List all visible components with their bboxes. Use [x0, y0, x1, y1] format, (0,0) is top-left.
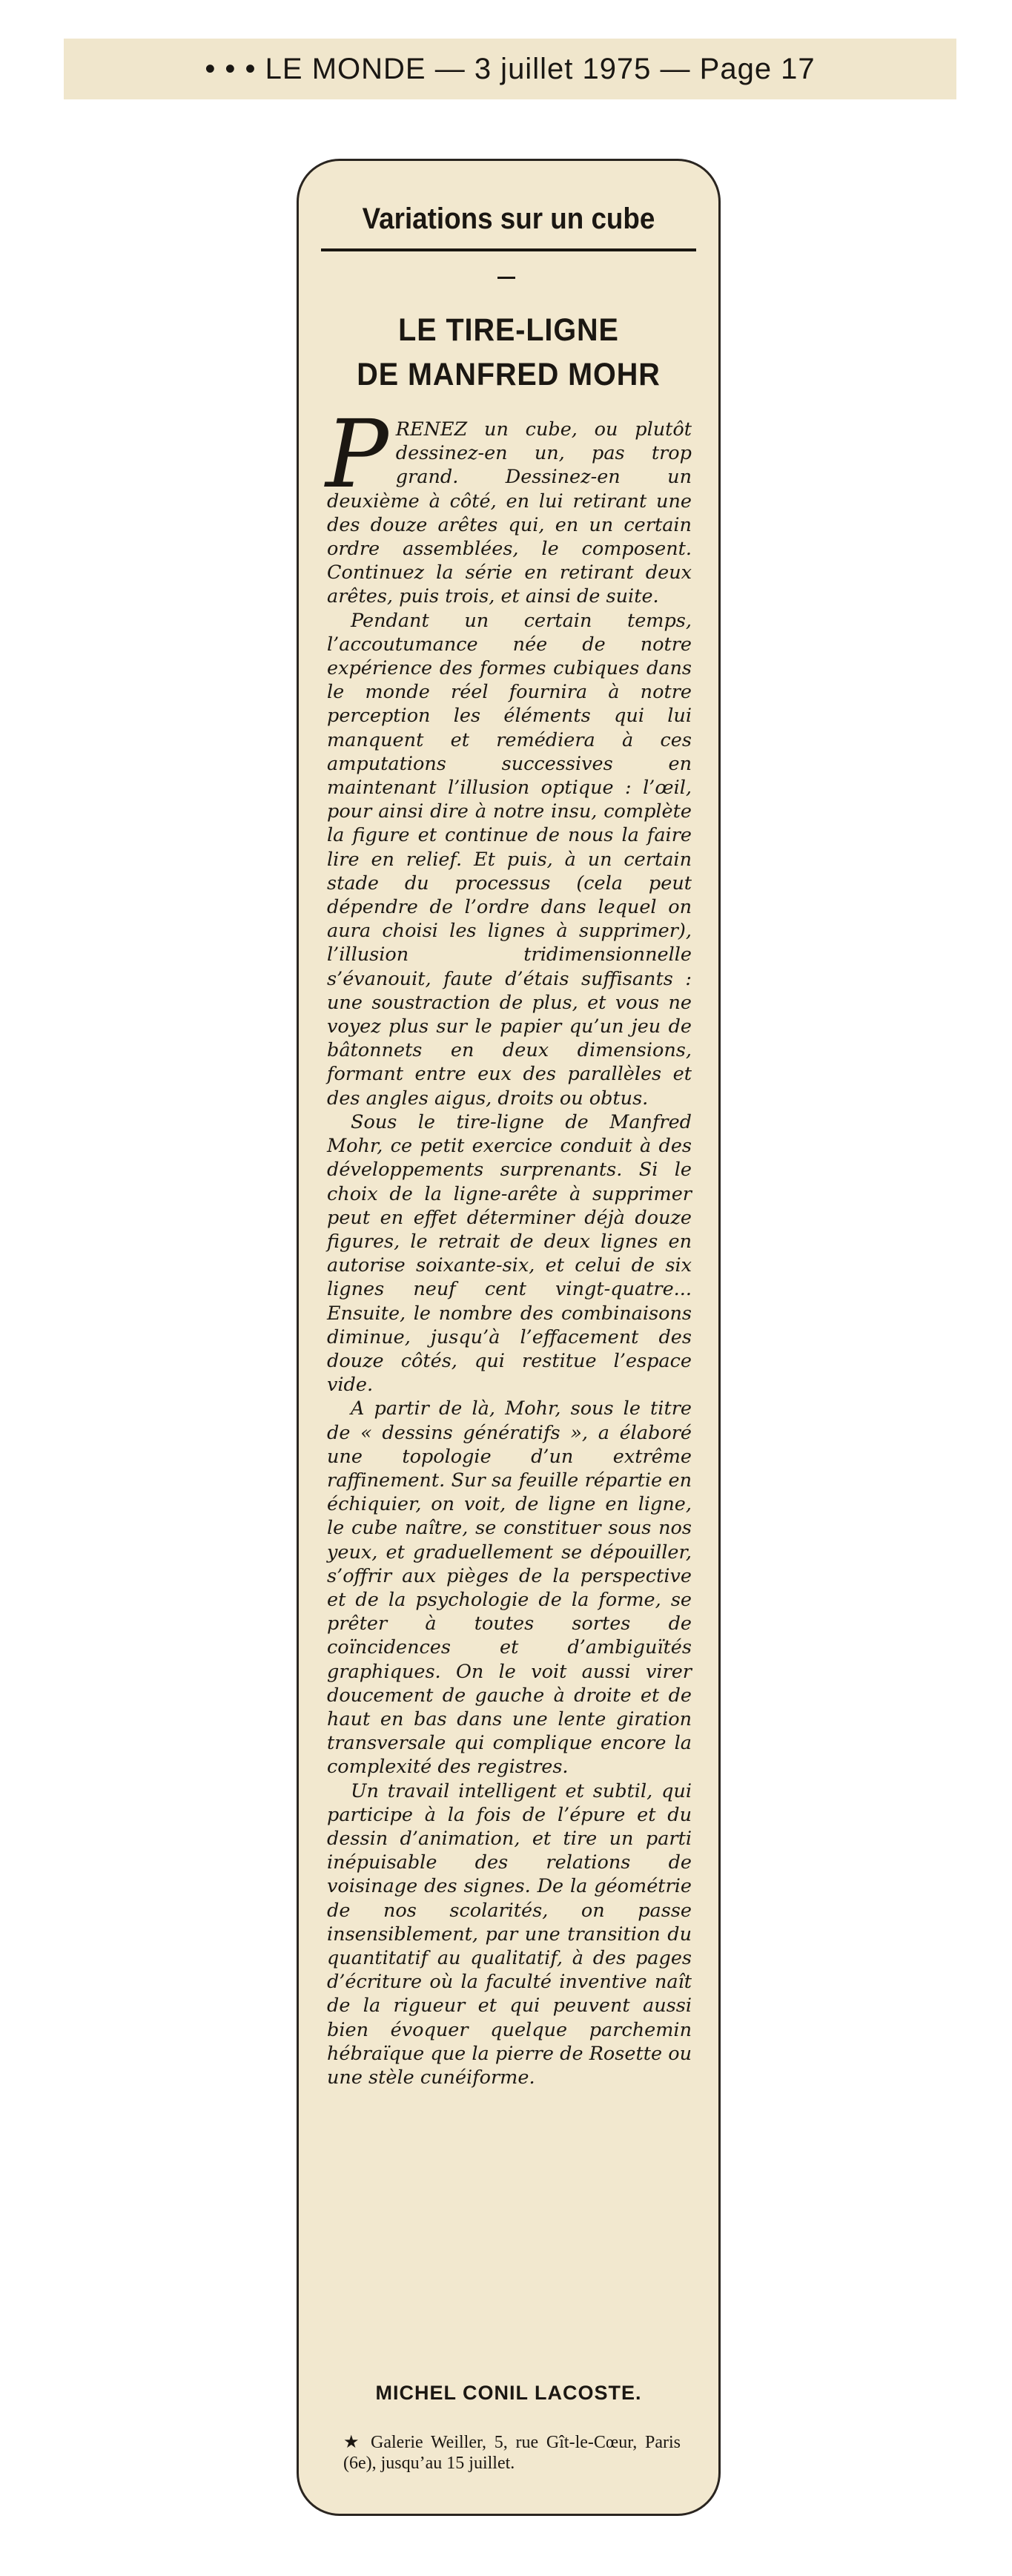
headline	[314, 308, 704, 397]
paragraph-1	[325, 400, 692, 609]
title-dash	[497, 277, 515, 279]
drop-cap: P	[325, 400, 388, 509]
author-signature: MICHEL CONIL LACOSTE.	[375, 2382, 642, 2404]
headline-line-1: LE TIRE-LIGNE	[398, 312, 619, 348]
paragraph-2: Pendant un certain temps, l’accoutumance née de notre expérience des formes cubiques dans le monde réel fournira à notre perception les éléments qui lui manquent et remédiera à ces amputations successives en maintenant l’illusion optique : l’œil, pour ainsi dire à notre insu, complète la figure et continue de nous la faire lire en relief. Et puis, à un certain stade du processus (cela peut dépendre de l’ordre dans lequel on aura choisi les lignes à supprimer), l’illusion tridimensionnelle s’évanouit, faute d’étais suffisants : une soustraction de plus, et vous ne voyez plus sur le papier qu’un jeu de bâtonnets en deux dimensions, formant entre eux des parallèles et des angles aigus, droits ou obtus.	[327, 609, 692, 1110]
paragraph-3: Sous le tire-ligne de Manfred Mohr, ce petit exercice conduit à des développements surprenants. Si le choix de la ligne-arête à supprimer peut en effet déterminer déjà douze figures, le retrait de deux lignes en autorise soixante-six, et celui de six lignes neuf cent vingt-quatre... Ensuite, le nombre des combinaisons diminue, jusqu’à l’effacement des douze côtés, qui restitue l’espace vide.	[327, 1110, 692, 1397]
newspaper-header: • • • LE MONDE — 3 juillet 1975 — Page 17	[64, 39, 956, 99]
footnote-text: Galerie Weiller, 5, rue Gît-le-Cœur, Paris (6e), jusqu’au 15 juillet.	[343, 2433, 681, 2473]
title-rule	[321, 248, 696, 251]
article-body	[325, 400, 692, 2089]
section-title: Variations sur un cube	[362, 202, 655, 235]
paragraph-5: Un travail intelligent et subtil, qui participe à la fois de l’épure et du dessin d’animation, et tire un parti inépuisable des relations de voisinage des signes. De la géométrie de nos scolarités, on passe insensiblement, par une transition du quantitatif au qualitatif, à des pages d’écriture où la faculté inventive naît de la rigueur et qui peuvent aussi bien évoquer quelque parchemin hébraïque que la pierre de Rosette ou une stèle cunéiforme.	[327, 1779, 692, 2089]
star-icon: ★	[343, 2433, 363, 2452]
paragraph-1-text: RENEZ un cube, ou plutôt dessinez-en un, pas trop grand. Dessinez-en un deuxième à côté, en lui retirant une des douze arêtes qui, en un certain ordre assemblées, le composent. Continuez la série en retirant deux arêtes, puis trois, et ainsi de suite.	[327, 418, 692, 608]
gallery-footnote	[343, 2432, 681, 2474]
paragraph-4: A partir de là, Mohr, sous le titre de « dessins génératifs », a élaboré une topologie d’un extrême raffinement. Sur sa feuille répartie en échiquier, on voit, de ligne en ligne, le cube naître, se constituer sous nos yeux, et graduellement se dépouiller, s’offrir aux pièges de la perspective et de la psychologie de la forme, se prêter à toutes sortes de coïncidences et d’ambiguïtés graphiques. On le voit aussi virer doucement de gauche à droite et de haut en bas dans une lente giration transversale qui complique encore la complexité des registres.	[327, 1397, 692, 1779]
headline-line-2: DE MANFRED MOHR	[357, 357, 661, 392]
article-clipping	[297, 159, 721, 2516]
